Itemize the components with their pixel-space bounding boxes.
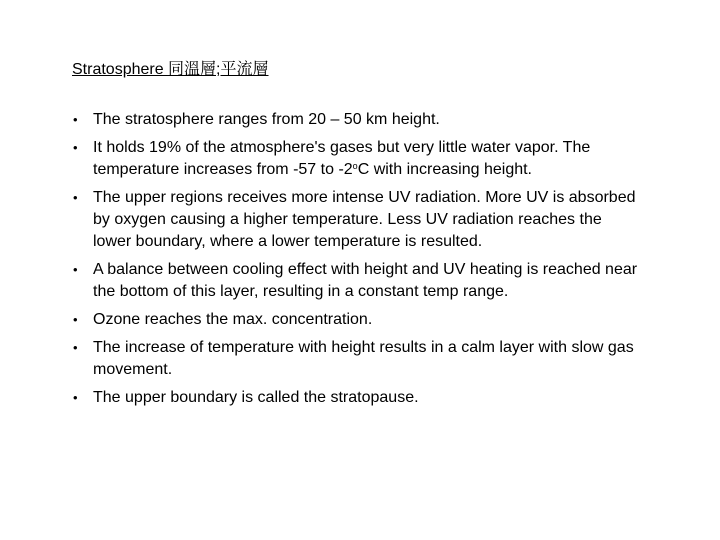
bullet-text: It holds 19% of the atmosphere's gases but very little water vapor. The temperature increases from -57 to -2: [93, 139, 591, 178]
bullet-text: The increase of temperature with height results in a calm layer with slow gas movement.: [93, 339, 634, 378]
bullet-item-ozone: [72, 309, 642, 331]
degree-superscript: o: [352, 161, 358, 171]
bullet-text: The upper boundary is called the stratopause.: [93, 389, 419, 406]
bullet-marker: •: [73, 140, 78, 155]
bullet-text: The upper regions receives more intense UV radiation. More UV is absorbed by oxygen causing a higher temperature. Less UV radiation reaches the lower boundary, where a lower temperature is resulted.: [93, 189, 636, 250]
bullet-text: A balance between cooling effect with height and UV heating is reached near the bottom of this layer, resulting in a constant temp range.: [93, 261, 638, 300]
bullet-marker: •: [73, 390, 78, 405]
bullet-list: [72, 109, 642, 415]
bullet-text: The stratosphere ranges from 20 – 50 km height.: [93, 111, 440, 128]
bullet-item-stratopause: [72, 387, 642, 409]
bullet-marker: •: [73, 312, 78, 327]
bullet-item-calm-layer: [72, 337, 642, 381]
bullet-marker: •: [73, 112, 78, 127]
bullet-item-balance: [72, 259, 642, 303]
bullet-text-continued: C with increasing height.: [357, 161, 532, 178]
bullet-marker: •: [73, 190, 78, 205]
bullet-marker: •: [73, 340, 78, 355]
bullet-item-gases-temperature: [72, 137, 642, 181]
bullet-text: Ozone reaches the max. concentration.: [93, 311, 373, 328]
bullet-item-range: [72, 109, 642, 131]
bullet-item-uv-radiation: [72, 187, 642, 253]
slide-title: Stratosphere 同溫層;平流層: [72, 61, 269, 78]
bullet-marker: •: [73, 262, 78, 277]
